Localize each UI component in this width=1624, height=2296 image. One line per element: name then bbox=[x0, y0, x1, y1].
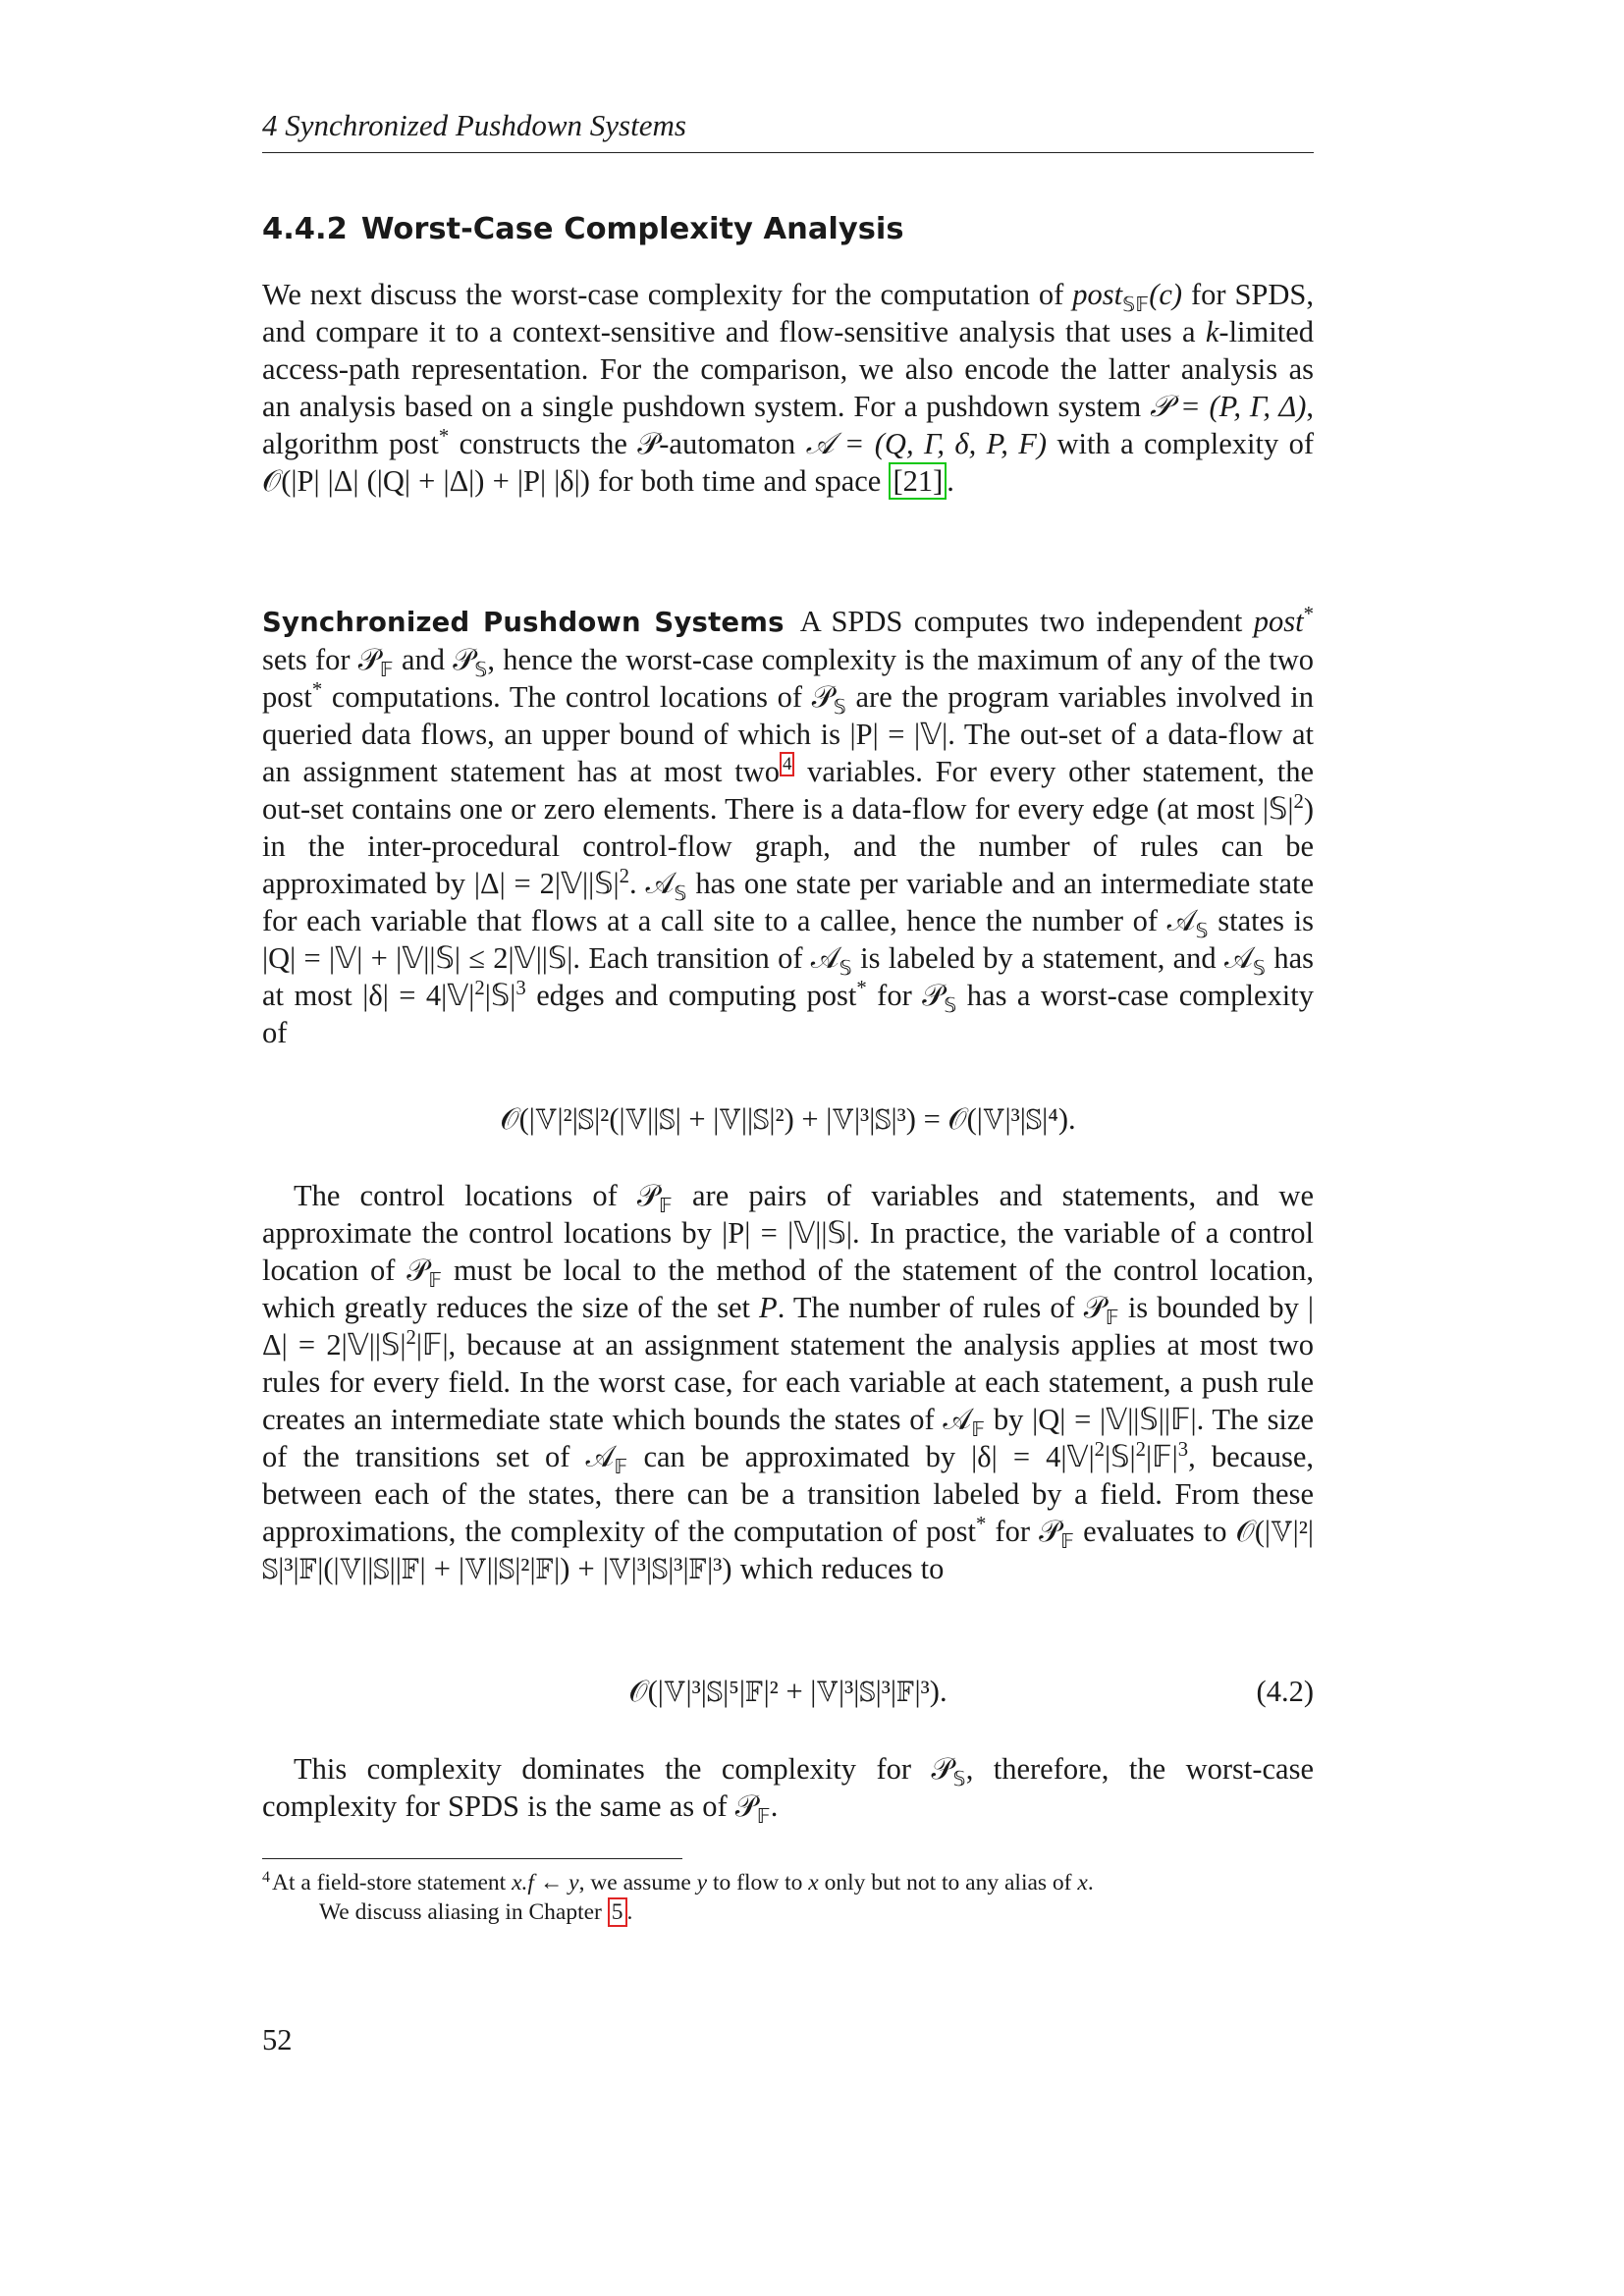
runin-heading: Synchronized Pushdown Systems bbox=[262, 607, 785, 638]
paragraph-spds: Synchronized Pushdown Systems A SPDS computes two independent post* sets for 𝒫$_𝔽$ and 𝒫$_𝕊$, hence the worst-case complexity is the maximum of any of the two post* computations. The control locations of 𝒫$_𝕊$ are the program variables involved in queried data flows, an upper bound of which is |P| = |𝕍|. The out-set of a data-flow at an assignment statement has at most two $^4$ variables. For every other statement, the out-set contains one or zero elements. There is a data-flow for every edge (at most $|𝕊|^2$) in the inter-procedural control-flow graph, and the number of rules can be approximated by $|\Delta| = 2|𝕍||𝕊|^2$. 𝒜$_𝕊$ has one state per variable and an intermediate state for each variable that flows at a call site to a callee, hence the number of 𝒜$_𝕊$ states is |Q| = |𝕍| + |𝕍||𝕊| ≤ 2|𝕍||𝕊|. Each transition of 𝒜$_𝕊$ is labeled by a statement, and 𝒜$_𝕊$ has at most $|\delta| = 4|𝕍|^2|𝕊|^3$ edges and computing post* for 𝒫$_𝕊$ has a worst-case complexity of bbox=[262, 603, 1315, 1049]
section-heading bbox=[262, 208, 1314, 251]
footnote: $^4$At a field-store statement x.f ← y, we assume y to flow to x only but not to any alias of x. We discuss aliasing in Chapter 5 . bbox=[262, 1869, 1094, 1925]
paragraph-conclusion: This complexity dominates the complexity for 𝒫$_𝕊$, therefore, the worst-case complexity for SPDS is the same as of 𝒫$_𝔽$. bbox=[262, 1752, 1314, 1829]
footnote-number: 4 bbox=[262, 1869, 270, 1886]
equation-body: 𝒪(|𝕍|³|𝕊|⁵|𝔽|² + |𝕍|³|𝕊|³|𝔽|³). bbox=[628, 1675, 947, 1708]
paragraph-intro: We next discuss the worst-case complexity for the computation of post$_{𝕊𝔽}$(c) for SPDS, and compare it to a context-sensitive and flow-sensitive analysis that uses a k-limited access-path representation. For the comparison, we also encode the latter analysis as an analysis based on a single pushdown system. For a pushdown system 𝒫 = (P, Γ, Δ), algorithm post* constructs the 𝒫-automaton 𝒜 = (Q, Γ, δ, P, F) with a complexity of 𝒪(|P| |Δ| (|Q| + |Δ|) + |P| |δ|) for both time and space [21] . bbox=[262, 278, 1315, 498]
chapter-reference-link[interactable]: 5 bbox=[608, 1897, 627, 1927]
page-number: 52 bbox=[262, 2023, 293, 2056]
section-title: Worst-Case Complexity Analysis bbox=[360, 212, 904, 246]
paragraph-field-pds: The control locations of 𝒫$_𝔽$ are pairs of variables and statements, and we approximate the control locations by |P| = |𝕍||𝕊|. In practice, the variable of a control location of 𝒫$_𝔽$ must be local to the method of the statement of the control location, which greatly reduces the size of the set P. The number of rules of 𝒫$_𝔽$ is bounded by $|\Delta| = 2|𝕍||𝕊|^2|𝔽|$, because at an assignment statement the analysis applies at most two rules for every field. In the worst case, for each variable at each statement, a push rule creates an intermediate state which bounds the states of 𝒜$_𝔽$ by |Q| = |𝕍||𝕊||𝔽|. The size of the transitions set of 𝒜$_𝔽$ can be approximated by $|\delta| = 4|𝕍|^2|𝕊|^2|𝔽|^3$, because, between each of the states, there can be a transition labeled by a field. From these approximations, the complexity of the computation of post* for 𝒫$_𝔽$ evaluates to 𝒪(|𝕍|²|𝕊|³|𝔽|(|𝕍||𝕊||𝔽| + |𝕍||𝕊|²|𝔽|) + |𝕍|³|𝕊|³|𝔽|³) which reduces to bbox=[262, 1179, 1315, 1585]
equation-field-complexity bbox=[262, 1672, 1314, 1711]
header-rule bbox=[262, 152, 1314, 153]
equation-number: (4.2) bbox=[1256, 1675, 1314, 1708]
footnote-rule bbox=[262, 1858, 682, 1859]
citation-link[interactable]: [21] bbox=[889, 462, 947, 500]
equation-spds-complexity: 𝒪(|𝕍|²|𝕊|²(|𝕍||𝕊| + |𝕍||𝕊|²) + |𝕍|³|𝕊|³) = 𝒪(|𝕍|³|𝕊|⁴). bbox=[500, 1102, 1076, 1136]
footnote-reference-link[interactable]: 4 bbox=[780, 752, 795, 776]
section-number: 4.4.2 bbox=[262, 212, 348, 246]
running-header: 4 Synchronized Pushdown Systems bbox=[262, 108, 686, 142]
